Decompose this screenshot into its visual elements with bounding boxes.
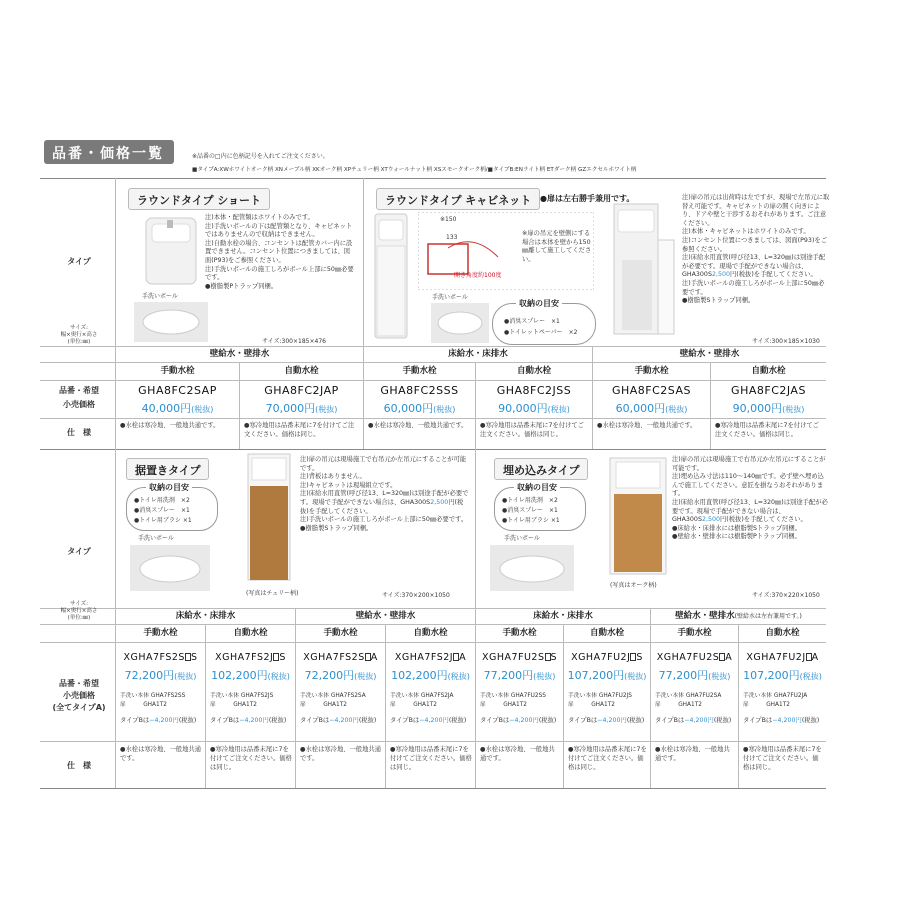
faucet-type: 自動水栓 <box>284 366 319 376</box>
builtin-caption: (写真はオーク柄) <box>610 582 657 589</box>
group-header: 床給水・床排水 <box>533 611 593 621</box>
storage-title: 収納の目安 <box>516 298 562 309</box>
typeb-price: タイプBは−4,200円(税抜) <box>300 717 377 724</box>
price: 102,200円(税抜) <box>211 669 290 682</box>
faucet-type: 手動水栓 <box>502 628 537 638</box>
product-code: XGHA7FU2S S <box>481 652 558 663</box>
floor-caption: (写真はチェリー柄) <box>246 590 299 597</box>
price: 72,200円(税抜) <box>304 669 377 682</box>
spec-note: ●水栓は寒冷地、一般地共通です。 <box>655 746 730 762</box>
faucet-type: 手動水栓 <box>323 628 358 638</box>
note: 注)手洗いボールの下は配管類となり、キャビネットではありませんので収納はできません。 <box>205 222 353 239</box>
parts-list: 手洗い本体 GHA7FS2SS 扉 GHA1T2 <box>120 693 186 708</box>
parts-list: 手洗い本体 GHA7FS2JS 扉 GHA1T2 <box>210 693 274 708</box>
wall-note: ※扉の吊元を壁側にする場合は本体を壁から150㎜離して施工してください。 <box>522 230 592 263</box>
builtin-notes <box>672 456 830 542</box>
divider <box>40 642 826 643</box>
group-header: 床給水・床排水 <box>175 611 236 621</box>
product-code: GHA8FC2JAS <box>731 384 806 397</box>
divider <box>40 741 826 742</box>
typeb-price: タイプBは−4,200円(税抜) <box>210 717 287 724</box>
faucet-type: 自動水栓 <box>233 628 268 638</box>
spec-note: ●寒冷地用は品番末尾に7を付けてご注文ください。価格は同じ。 <box>715 422 819 438</box>
divider <box>563 624 564 788</box>
dim-133: 133 <box>446 234 458 241</box>
typeb-price: タイプBは−4,200円(税抜) <box>568 717 645 724</box>
price: 102,200円(税抜) <box>391 669 470 682</box>
faucet-type: 手動水栓 <box>402 366 437 376</box>
cabinet-size: サイズ:300×185×1030 <box>752 338 820 345</box>
typeb-price: タイプBは−4,200円(税抜) <box>743 717 820 724</box>
short-type-title: ラウンドタイプ ショート <box>128 188 270 210</box>
note: ●樹脂製Pトラップ同梱。 <box>205 282 278 290</box>
storage-item: ●トイレ用ブラシ ×1 <box>502 517 560 524</box>
faucet-type: 自動水栓 <box>765 628 800 638</box>
floor-type-title: 据置きタイプ <box>126 458 209 480</box>
faucet-type: 手動水栓 <box>160 366 195 376</box>
note: 注)手洗いボールの施工しろがボール上部に50㎜必要です。 <box>682 279 825 296</box>
typeb-price: タイプBは−4,200円(税抜) <box>480 717 557 724</box>
dim-150: ※150 <box>440 216 457 223</box>
floor-cabinet-image <box>246 452 292 584</box>
note: 注)床給水用直管(呼び径13、L=320㎜)は別途手配が必要です。現場で手配ができない場合は、GHA300S2,500円(税抜)を手配してください。 <box>682 254 826 279</box>
parts-list: 手洗い本体 GHA7FS2JA 扉 GHA1T2 <box>390 693 454 708</box>
price: 60,000円(税抜) <box>615 402 688 415</box>
group-header: 壁給水・壁排水 <box>355 611 416 621</box>
price: 40,000円(税抜) <box>141 402 214 415</box>
parts-list: 手洗い本体 GHA7FU2SA 扉 GHA1T2 <box>655 693 722 708</box>
short-bowl-label: 手洗いボール <box>142 293 178 300</box>
product-code: XGHA7FU2J A <box>746 652 819 663</box>
price: 77,200円(税抜) <box>483 669 556 682</box>
price-label: 品番・希望 小売価格 <box>59 386 99 409</box>
divider <box>40 380 826 381</box>
floor-bowl-image <box>130 545 210 591</box>
price: 60,000円(税抜) <box>383 402 456 415</box>
note: ●壁給水・壁排水には樹脂製Pトラップ同梱。 <box>672 533 801 541</box>
note: 注)扉の吊元は現場施工で右吊元か左吊元にすることが可能です。 <box>300 456 467 472</box>
spec-note: ●寒冷地用は品番末尾に7を付けてご注文ください。価格は同じ。 <box>244 422 355 438</box>
builtin-bowl-image <box>490 545 574 591</box>
legend-line-2: ■タイプA:XWホワイトオーク柄 XNメープル柄 XKオーク柄 XPチェリー柄 XTウォールナット柄 XSスモークオーク柄/■タイプB:ENライト柄 ETダーク柄 GZエクセルホワイト柄 <box>192 167 637 173</box>
price: 72,200円(税抜) <box>124 669 197 682</box>
price: 90,000円(税抜) <box>732 402 805 415</box>
group-header: 壁給水・壁排水(壁給水は左右兼用です。) <box>675 611 802 621</box>
product-code: XGHA7FS2S A <box>303 652 378 663</box>
floor-notes <box>300 456 472 533</box>
spec-note: ●寒冷地用は品番末尾に7を付けてご注文ください。価格は同じ。 <box>743 746 822 771</box>
cabinet-open-image <box>610 200 680 340</box>
price-label: 品番・希望 小売価格 (全てタイプA) <box>52 679 106 712</box>
note: ●床給水・床排水には樹脂製Sトラップ同梱。 <box>672 524 802 532</box>
note: 注)埋め込み寸法は110〜140㎜です。必ず壁へ埋め込んで施工してください。意匠を損なうおそれがあります。 <box>672 473 824 498</box>
builtin-cabinet-image <box>608 456 668 576</box>
short-size: サイズ:300×185×476 <box>262 338 326 345</box>
storage-title: 収納の目安 <box>514 482 560 493</box>
price: 77,200円(税抜) <box>658 669 731 682</box>
faucet-type: 自動水栓 <box>516 366 551 376</box>
note: 注)床給水用直管(呼び径13、L=320㎜)は別途手配が必要です。現場で手配ができない場合は、GHA300S2,500円(税抜)を手配してください。 <box>300 490 469 515</box>
storage-item: ●消臭スプレー ×1 <box>134 507 190 514</box>
storage-item: ●消臭スプレー ×1 <box>504 318 560 325</box>
spec-note: ●水栓は寒冷地、一般地共通です。 <box>368 422 468 429</box>
product-code: GHA8FC2JSS <box>496 384 572 397</box>
note: 注)キャビネットは現場組立です。 <box>300 481 397 489</box>
price: 90,000円(税抜) <box>498 402 570 415</box>
spec-note: ●水栓は寒冷地、一般地共通です。 <box>597 422 697 429</box>
product-code: GHA8FC2SAS <box>611 384 692 397</box>
parts-list: 手洗い本体 GHA7FU2JA 扉 GHA1T2 <box>743 693 808 708</box>
price: 70,000円(税抜) <box>265 402 338 415</box>
price: 107,200円(税抜) <box>567 669 647 682</box>
note: 注)コンセント位置につきましては、図面(P93)をご参照ください。 <box>682 236 827 253</box>
spec-note: ●寒冷地用は品番末尾に7を付けてご注文ください。価格は同じ。 <box>480 422 584 438</box>
note: ●樹脂製Sトラップ同梱。 <box>682 297 755 305</box>
cabinet-bowl-image <box>431 303 489 343</box>
divider <box>40 362 826 363</box>
group-header: 壁給水・壁排水 <box>679 349 740 359</box>
size-label: サイズ: 幅×奥行×高さ (単位:㎜) <box>60 601 98 621</box>
note: 注)本体・配管類はホワイトのみです。 <box>205 214 314 221</box>
short-notes <box>205 214 355 291</box>
builtin-size: サイズ:370×220×1050 <box>752 592 820 599</box>
spec-note: ●水栓は寒冷地、一般地共通です。 <box>120 422 220 429</box>
faucet-type: 手動水栓 <box>677 628 712 638</box>
note: 注)扉の吊元は出荷時は左ですが、現場で左吊元に取替え可能です。キャビネットの扉の開く向きにより、ドアや壁と干渉するおそれがあります。ご注意ください。 <box>682 194 830 227</box>
type-label: タイプ <box>67 547 91 556</box>
divider <box>40 449 826 450</box>
cabinet-unit-image <box>373 212 411 342</box>
typeb-price: タイプBは−4,200円(税抜) <box>655 717 732 724</box>
divider <box>592 346 593 449</box>
cabinet-type-title: ラウンドタイプ キャビネット <box>376 188 540 210</box>
parts-list: 手洗い本体 GHA7FU2SS 扉 GHA1T2 <box>480 693 546 708</box>
divider <box>40 788 826 789</box>
note: 注)自動水栓の場合、コンセントは配管カバー内に設置できません。コンセント位置につきましては、図面(P93)をご参照ください。 <box>205 239 353 264</box>
price: 107,200円(税抜) <box>743 669 822 682</box>
divider <box>385 624 386 788</box>
page-title: 品番・価格一覧 <box>44 140 174 164</box>
storage-item: ●トイレ用ブラシ ×1 <box>134 517 192 524</box>
open-angle: 開き角度約100度 <box>454 272 502 279</box>
product-code: GHA8FC2JAP <box>264 384 339 397</box>
spec-label: 仕 様 <box>67 761 91 770</box>
spec-note: ●寒冷地用は品番末尾に7を付けてご注文ください。価格は同じ。 <box>568 746 647 771</box>
short-unit-image <box>134 214 206 288</box>
product-code: GHA8FC2SSS <box>380 384 459 397</box>
typeb-price: タイプBは−4,200円(税抜) <box>390 717 467 724</box>
storage-item: ●トイレットペーパー ×2 <box>504 329 578 336</box>
faucet-type: 手動水栓 <box>634 366 669 376</box>
product-code: XGHA7FS2J A <box>394 652 467 663</box>
product-code: XGHA7FS2J S <box>215 652 286 663</box>
note: ●樹脂製Sトラップ同梱。 <box>300 524 373 532</box>
short-bowl-image <box>134 302 208 342</box>
product-code: XGHA7FU2S A <box>656 652 733 663</box>
spec-note: ●水栓は寒冷地、一般地共通です。 <box>120 746 202 762</box>
divider <box>40 418 826 419</box>
spec-note: ●水栓は寒冷地、一般地共通です。 <box>300 746 382 762</box>
faucet-type: 自動水栓 <box>751 366 786 376</box>
note: 注)扉の吊元は現場施工で右吊元か左吊元にすることが可能です。 <box>672 456 826 472</box>
divider <box>738 624 739 788</box>
door-note: ●扉は左右勝手兼用です。 <box>540 194 635 203</box>
size-label: サイズ: 幅×奥行×高さ (単位:㎜) <box>60 325 98 345</box>
builtin-type-title: 埋め込みタイプ <box>494 458 588 480</box>
type-label: タイプ <box>67 257 91 266</box>
storage-item: ●消臭スプレー ×1 <box>502 507 558 514</box>
parts-list: 手洗い本体 GHA7FS2SA 扉 GHA1T2 <box>300 693 366 708</box>
product-code: XGHA7FS2S S <box>123 652 198 663</box>
builtin-bowl-label: 手洗いボール <box>504 535 540 542</box>
faucet-type: 自動水栓 <box>589 628 624 638</box>
note: 注)背板はありません。 <box>300 473 366 481</box>
faucet-type: 自動水栓 <box>413 628 448 638</box>
spec-note: ●水栓は寒冷地、一般地共通です。 <box>480 746 555 762</box>
floor-bowl-label: 手洗いボール <box>138 535 174 542</box>
typeb-price: タイプBは−4,200円(税抜) <box>120 717 197 724</box>
note: 注)手洗いボールの施工しろがボール上部に50㎜必要です。 <box>205 265 354 282</box>
spec-note: ●寒冷地用は品番末尾に7を付けてご注文ください。価格は同じ。 <box>210 746 292 771</box>
product-code: XGHA7FU2J S <box>571 652 643 663</box>
note: 注)手洗いボールの施工しろがボール上部に50㎜必要です。 <box>300 516 468 524</box>
cabinet-notes <box>682 194 830 306</box>
divider <box>205 624 206 788</box>
note: 注)床給水用直管(呼び径13、L=320㎜)は別途手配が必要です。現場で手配ができない場合は、GHA300S2,500円(税抜)を手配してください。 <box>672 498 828 524</box>
floor-size: サイズ:370×200×1050 <box>382 592 450 599</box>
spec-label: 仕 様 <box>67 428 91 437</box>
group-header: 床給水・床排水 <box>448 349 508 359</box>
cabinet-bowl-label: 手洗いボール <box>432 294 468 301</box>
faucet-type: 手動水栓 <box>143 628 178 638</box>
storage-item: ●トイレ用洗剤 ×2 <box>502 497 558 504</box>
divider <box>40 624 826 625</box>
parts-list: 手洗い本体 GHA7FU2JS 扉 GHA1T2 <box>568 693 632 708</box>
divider <box>40 178 826 179</box>
storage-title: 収納の目安 <box>146 482 192 493</box>
storage-item: ●トイレ用洗剤 ×2 <box>134 497 190 504</box>
product-code: GHA8FC2SAP <box>138 384 217 397</box>
legend-line-1: ※品番の□内に色柄記号を入れてご注文ください。 <box>192 153 329 160</box>
group-header: 壁給水・壁排水 <box>209 349 270 359</box>
spec-note: ●寒冷地用は品番末尾に7を付けてご注文ください。価格は同じ。 <box>390 746 472 771</box>
note: 注)本体・キャビネットはホワイトのみです。 <box>682 228 810 236</box>
